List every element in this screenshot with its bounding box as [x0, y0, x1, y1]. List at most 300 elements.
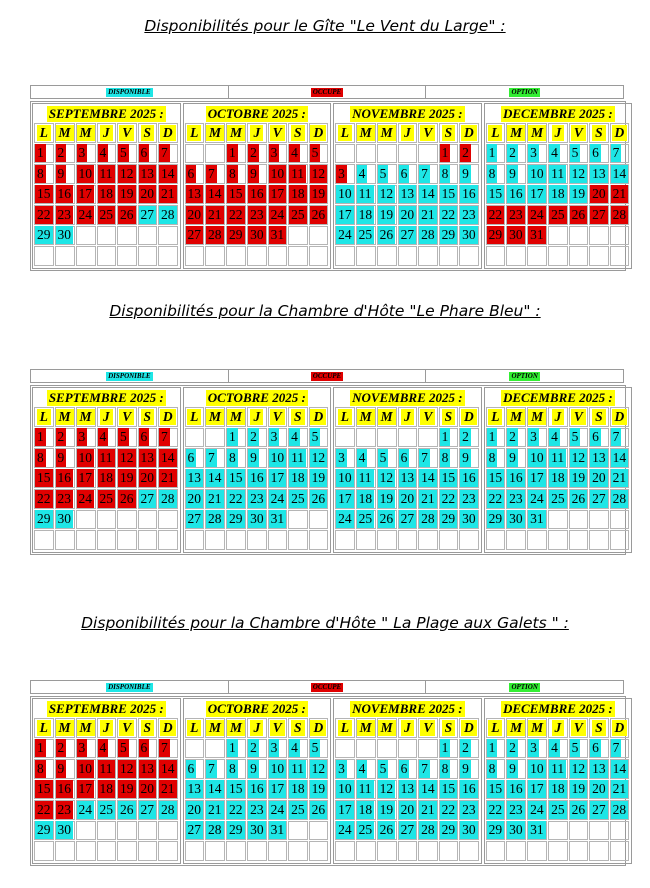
day-number: 21: [421, 206, 435, 222]
day-number: 8: [37, 449, 44, 465]
calendar-months: [30, 101, 626, 271]
day-empty: [205, 530, 225, 550]
day-grid: [185, 718, 330, 862]
day-number: 16: [462, 186, 476, 202]
day-empty: [309, 841, 329, 861]
day-empty: [610, 510, 630, 530]
day-number: 12: [120, 760, 134, 776]
day-available: [486, 821, 506, 841]
weekday-header: M: [55, 407, 75, 427]
day-available: [356, 205, 376, 225]
day-available: [439, 448, 459, 468]
day-number: 24: [270, 490, 285, 506]
day-available: [569, 185, 589, 205]
day-number: 9: [57, 165, 65, 181]
day-available: [569, 800, 589, 820]
day-number: 16: [250, 186, 264, 202]
day-booked: [117, 739, 137, 759]
day-number: 4: [291, 740, 298, 756]
day-number: 30: [509, 511, 523, 527]
day-empty: [268, 841, 288, 861]
day-booked: [138, 739, 158, 759]
day-available: [589, 759, 609, 779]
day-booked: [34, 205, 54, 225]
day-booked: [76, 489, 96, 509]
day-number: 15: [37, 186, 51, 202]
day-number: 26: [120, 801, 134, 817]
weekday-header: V: [268, 718, 288, 738]
day-number: 8: [37, 760, 44, 776]
day-available: [459, 759, 479, 779]
day-booked: [117, 205, 137, 225]
day-number: 5: [379, 760, 387, 776]
day-number: 29: [441, 511, 456, 527]
day-available: [309, 428, 329, 448]
day-available: [288, 739, 308, 759]
weekday-header: M: [226, 407, 246, 427]
day-number: 24: [270, 801, 285, 817]
day-booked: [34, 144, 54, 164]
day-number: 13: [187, 470, 202, 486]
weekday-header: J: [247, 407, 267, 427]
day-booked: [55, 448, 75, 468]
day-empty: [117, 841, 137, 861]
day-number: 22: [229, 801, 243, 817]
day-available: [486, 428, 506, 448]
day-available: [335, 469, 355, 489]
day-number: 11: [291, 760, 305, 776]
day-number: 9: [250, 165, 257, 181]
day-booked: [117, 164, 137, 184]
day-number: 5: [379, 449, 387, 465]
day-number: 28: [161, 801, 175, 817]
day-number: 1: [488, 429, 496, 445]
day-number: 2: [462, 145, 469, 161]
day-empty: [117, 510, 137, 530]
day-number: 31: [270, 227, 285, 243]
day-booked: [117, 780, 137, 800]
day-empty: [377, 428, 397, 448]
day-number: 20: [592, 470, 606, 486]
day-booked: [34, 164, 54, 184]
day-available: [268, 448, 288, 468]
day-available: [486, 448, 506, 468]
day-empty: [418, 530, 438, 550]
day-number: 10: [530, 449, 544, 465]
day-number: 2: [57, 145, 65, 161]
day-number: 11: [99, 760, 113, 776]
day-number: 12: [571, 449, 586, 465]
day-number: 2: [250, 145, 257, 161]
day-empty: [569, 510, 589, 530]
weekday-header: M: [76, 718, 96, 738]
day-number: 30: [57, 511, 71, 527]
day-empty: [418, 144, 438, 164]
weekday-header: V: [418, 718, 438, 738]
day-empty: [398, 530, 418, 550]
day-empty: [377, 739, 397, 759]
day-number: 10: [78, 449, 93, 465]
day-number: 17: [78, 186, 93, 202]
day-number: 25: [551, 206, 565, 222]
day-number: 25: [358, 511, 373, 527]
legend: [30, 85, 624, 99]
day-number: 1: [37, 429, 44, 445]
day-number: 7: [161, 145, 168, 161]
day-available: [205, 759, 225, 779]
day-available: [506, 448, 526, 468]
legend: [30, 680, 624, 694]
day-number: 21: [421, 801, 435, 817]
day-number: 4: [99, 429, 107, 445]
day-booked: [205, 164, 225, 184]
day-number: 9: [509, 449, 516, 465]
day-available: [486, 739, 506, 759]
weekday-header: L: [335, 123, 355, 143]
day-empty: [356, 246, 376, 266]
day-number: 11: [551, 165, 565, 181]
day-number: 27: [592, 801, 606, 817]
day-number: 11: [358, 781, 372, 797]
weekday-header: L: [335, 407, 355, 427]
legend: [30, 369, 624, 383]
day-number: 3: [270, 145, 278, 161]
day-available: [117, 800, 137, 820]
day-number: 27: [400, 227, 415, 243]
day-empty: [247, 530, 267, 550]
day-available: [610, 759, 630, 779]
day-number: 5: [379, 165, 387, 181]
day-empty: [486, 530, 506, 550]
day-number: 9: [462, 760, 469, 776]
day-available: [527, 800, 547, 820]
day-empty: [55, 530, 75, 550]
day-number: 15: [441, 470, 456, 486]
weekday-header: S: [288, 123, 308, 143]
day-empty: [309, 821, 329, 841]
day-available: [247, 510, 267, 530]
day-available: [506, 489, 526, 509]
month-calendar: [484, 103, 633, 269]
day-available: [439, 759, 459, 779]
weekday-header: M: [377, 123, 397, 143]
day-booked: [268, 144, 288, 164]
day-empty: [138, 246, 158, 266]
month-title: OCTOBRE 2025 :: [207, 106, 306, 121]
day-empty: [34, 530, 54, 550]
day-booked: [309, 205, 329, 225]
day-empty: [335, 428, 355, 448]
day-number: 16: [509, 781, 523, 797]
day-number: 3: [270, 429, 278, 445]
day-booked: [76, 469, 96, 489]
day-available: [439, 205, 459, 225]
day-number: 15: [488, 186, 503, 202]
day-booked: [158, 759, 178, 779]
day-available: [459, 185, 479, 205]
day-available: [247, 469, 267, 489]
day-number: 6: [400, 165, 408, 181]
weekday-header: M: [226, 718, 246, 738]
day-empty: [205, 144, 225, 164]
day-number: 3: [78, 145, 86, 161]
day-available: [589, 800, 609, 820]
day-number: 10: [78, 760, 93, 776]
day-booked: [226, 164, 246, 184]
day-available: [398, 800, 418, 820]
weekday-header: J: [548, 718, 568, 738]
day-number: 6: [592, 145, 599, 161]
day-number: 13: [187, 781, 202, 797]
day-available: [309, 489, 329, 509]
day-empty: [569, 226, 589, 246]
weekday-header: D: [309, 123, 329, 143]
day-available: [268, 739, 288, 759]
day-available: [185, 489, 205, 509]
day-empty: [158, 510, 178, 530]
day-number: 6: [140, 429, 148, 445]
day-number: 29: [488, 822, 503, 838]
day-booked: [486, 205, 506, 225]
day-number: 1: [441, 740, 449, 756]
day-number: 13: [592, 449, 606, 465]
day-number: 2: [250, 740, 257, 756]
day-booked: [34, 185, 54, 205]
day-number: 7: [208, 760, 215, 776]
day-number: 24: [338, 227, 352, 243]
day-number: 12: [379, 470, 394, 486]
day-number: 3: [530, 145, 537, 161]
day-empty: [185, 144, 205, 164]
section-title: Disponibilités pour la Chambre d'Hôte " La Plage aux Galets " :: [81, 614, 569, 632]
weekday-header: M: [76, 407, 96, 427]
day-number: 21: [612, 470, 627, 486]
day-booked: [117, 428, 137, 448]
day-empty: [527, 841, 547, 861]
day-available: [418, 226, 438, 246]
day-empty: [439, 841, 459, 861]
day-number: 3: [338, 449, 345, 465]
day-number: 31: [270, 822, 285, 838]
day-available: [459, 448, 479, 468]
day-number: 8: [229, 165, 236, 181]
day-number: 23: [509, 206, 523, 222]
day-available: [418, 489, 438, 509]
day-empty: [569, 841, 589, 861]
day-empty: [97, 510, 117, 530]
day-available: [335, 821, 355, 841]
day-empty: [589, 530, 609, 550]
day-available: [247, 448, 267, 468]
section-title: Disponibilités pour le Gîte "Le Vent du Large" :: [144, 17, 506, 35]
day-available: [138, 800, 158, 820]
day-available: [226, 821, 246, 841]
day-empty: [398, 246, 418, 266]
day-number: 29: [229, 511, 243, 527]
weekday-header: L: [34, 407, 54, 427]
day-available: [377, 469, 397, 489]
day-number: 20: [400, 801, 415, 817]
day-number: 19: [311, 781, 326, 797]
day-empty: [610, 841, 630, 861]
day-empty: [439, 530, 459, 550]
weekday-header: M: [377, 407, 397, 427]
day-number: 26: [571, 801, 586, 817]
day-number: 22: [441, 206, 456, 222]
day-number: 25: [99, 801, 114, 817]
day-number: 12: [379, 781, 394, 797]
weekday-header: V: [117, 407, 137, 427]
weekday-header: D: [309, 407, 329, 427]
weekday-header: M: [205, 407, 225, 427]
day-available: [486, 780, 506, 800]
day-empty: [34, 841, 54, 861]
month-calendar: [333, 103, 482, 269]
day-number: 1: [37, 145, 44, 161]
day-number: 18: [99, 470, 114, 486]
day-booked: [268, 226, 288, 246]
day-booked: [138, 469, 158, 489]
day-number: 28: [208, 227, 222, 243]
day-number: 10: [530, 760, 544, 776]
day-available: [569, 739, 589, 759]
weekday-header: D: [459, 718, 479, 738]
day-empty: [117, 246, 137, 266]
day-booked: [55, 800, 75, 820]
day-number: 20: [592, 186, 606, 202]
day-number: 25: [99, 206, 114, 222]
month-calendar: [484, 698, 633, 864]
day-number: 2: [462, 740, 469, 756]
day-available: [377, 821, 397, 841]
day-available: [335, 226, 355, 246]
day-available: [398, 821, 418, 841]
day-available: [377, 759, 397, 779]
day-number: 19: [120, 781, 134, 797]
day-empty: [138, 841, 158, 861]
day-available: [418, 800, 438, 820]
day-number: 26: [311, 801, 326, 817]
day-booked: [205, 226, 225, 246]
day-number: 2: [462, 429, 469, 445]
weekday-header: S: [138, 407, 158, 427]
weekday-header: M: [506, 123, 526, 143]
day-available: [610, 800, 630, 820]
day-booked: [548, 205, 568, 225]
day-booked: [158, 185, 178, 205]
day-number: 16: [57, 781, 71, 797]
day-booked: [247, 226, 267, 246]
weekday-header: S: [138, 718, 158, 738]
day-number: 7: [612, 145, 620, 161]
calendar-months: [30, 385, 626, 555]
day-available: [527, 821, 547, 841]
day-number: 16: [250, 781, 264, 797]
day-booked: [117, 448, 137, 468]
day-number: 19: [311, 186, 326, 202]
day-number: 30: [250, 227, 264, 243]
day-number: 8: [488, 165, 496, 181]
day-available: [309, 469, 329, 489]
weekday-header: D: [309, 718, 329, 738]
day-empty: [356, 841, 376, 861]
day-number: 9: [250, 760, 257, 776]
day-available: [185, 821, 205, 841]
day-booked: [610, 185, 630, 205]
day-available: [268, 469, 288, 489]
day-empty: [439, 246, 459, 266]
day-number: 29: [441, 822, 456, 838]
day-available: [548, 144, 568, 164]
day-available: [76, 800, 96, 820]
day-booked: [34, 448, 54, 468]
day-empty: [459, 841, 479, 861]
day-empty: [138, 226, 158, 246]
weekday-header: J: [548, 407, 568, 427]
day-number: 28: [612, 206, 627, 222]
day-empty: [548, 246, 568, 266]
month-calendar: [183, 698, 332, 864]
day-available: [97, 800, 117, 820]
day-booked: [76, 164, 96, 184]
day-number: 27: [187, 227, 202, 243]
day-number: 12: [120, 449, 134, 465]
day-available: [335, 448, 355, 468]
day-available: [418, 185, 438, 205]
day-available: [506, 780, 526, 800]
day-booked: [158, 469, 178, 489]
day-number: 27: [592, 490, 606, 506]
day-booked: [55, 739, 75, 759]
day-number: 2: [509, 429, 516, 445]
day-empty: [76, 530, 96, 550]
day-available: [158, 205, 178, 225]
day-number: 7: [421, 449, 428, 465]
day-number: 27: [140, 801, 155, 817]
day-number: 5: [311, 145, 319, 161]
weekday-header: J: [247, 123, 267, 143]
day-number: 4: [358, 760, 366, 776]
day-number: 17: [338, 490, 352, 506]
day-grid: [486, 407, 631, 551]
day-number: 1: [441, 145, 449, 161]
day-number: 17: [530, 781, 544, 797]
day-available: [486, 185, 506, 205]
day-empty: [97, 246, 117, 266]
day-number: 25: [551, 490, 565, 506]
day-available: [247, 780, 267, 800]
weekday-header: M: [506, 718, 526, 738]
day-number: 13: [140, 449, 155, 465]
day-number: 24: [338, 511, 352, 527]
day-empty: [55, 246, 75, 266]
day-number: 15: [229, 186, 243, 202]
day-number: 27: [187, 511, 202, 527]
month-calendar: [183, 387, 332, 553]
day-available: [569, 428, 589, 448]
day-booked: [76, 739, 96, 759]
day-empty: [548, 841, 568, 861]
day-number: 19: [120, 470, 134, 486]
day-booked: [34, 780, 54, 800]
day-number: 9: [462, 449, 469, 465]
day-available: [548, 164, 568, 184]
day-available: [205, 780, 225, 800]
day-available: [247, 821, 267, 841]
day-number: 26: [571, 206, 586, 222]
day-number: 22: [229, 206, 243, 222]
day-booked: [97, 489, 117, 509]
